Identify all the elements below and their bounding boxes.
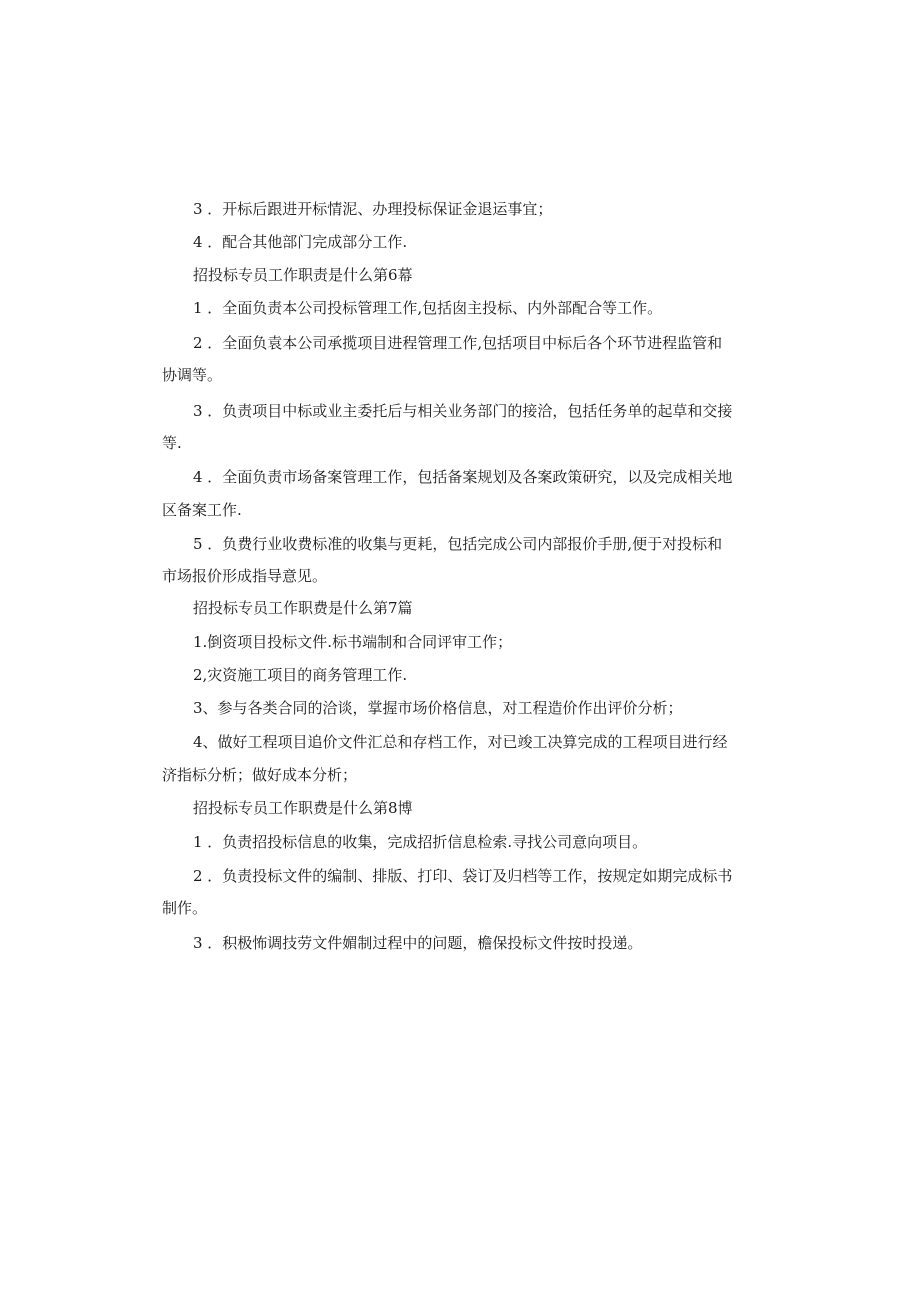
paragraph-line: 等. <box>162 434 182 452</box>
paragraph-line: 3、参与各类合同的洽谈，掌握市场价格信息，对工程造价作出评价分析； <box>193 699 683 717</box>
paragraph-line: 区备案工作. <box>162 501 242 519</box>
paragraph-line: 1 ．全面负责本公司投标管理工作,包括囱主投标、内外部配合等工作。 <box>193 299 663 317</box>
paragraph-line: 济指标分析；做好成本分析； <box>162 766 358 784</box>
paragraph-line: 4 ．全面负责市场备案管理工作，包括备案规划及各案政策研究，以及完成相关地 <box>193 468 733 486</box>
paragraph-line: 4 ．配合其他部门完成部分工作. <box>193 233 408 251</box>
section-heading: 招投标专员工作职责是什么第6幕 <box>193 266 413 284</box>
paragraph-line: 2 ．负责投标文件的编制、排版、打印、袋订及归档等工作，按规定如期完成标书 <box>193 867 733 885</box>
paragraph-line: 3 ．负责项目中标或业主委托后与相关业务部门的接洽，包括任务单的起草和交接 <box>193 402 733 420</box>
section-heading: 招投标专员工作职费是什么第8博 <box>193 799 413 817</box>
paragraph-line: 1 ．负责招投标信息的收集，完成招折信息检索.寻找公司意向项目。 <box>193 833 648 851</box>
paragraph-line: 3 ．积极怖调技劳文件媚制过程中的问题，檐保投标文件按时投递。 <box>193 934 643 952</box>
paragraph-line: 2 ．全面负袁本公司承揽项目进程管理工作,包括项目中标后各个环节进程监管和 <box>193 334 723 352</box>
paragraph-line: 3 ．开标后跟进开标情泥、办理投标保证金退运事宜； <box>193 200 553 218</box>
paragraph-line: 1.倒资项目投标文件.标书端制和合同评审工作； <box>193 633 513 651</box>
section-heading: 招投标专员工作职费是什么第7篇 <box>193 599 413 617</box>
paragraph-line: 市场报价形成指导意见。 <box>162 567 328 585</box>
paragraph-line: 4、做好工程项目追价文件汇总和存档工作，对已竣工决算完成的工程项目进行经 <box>193 733 728 751</box>
paragraph-line: 2,灾资施工项目的商务管理工作. <box>193 666 408 684</box>
paragraph-line: 制作。 <box>162 899 208 917</box>
paragraph-line: 协调等。 <box>162 366 223 384</box>
paragraph-line: 5 ．负费行业收费标准的收集与更耗，包括完成公司内部报价手册,便于对投标和 <box>193 535 723 553</box>
